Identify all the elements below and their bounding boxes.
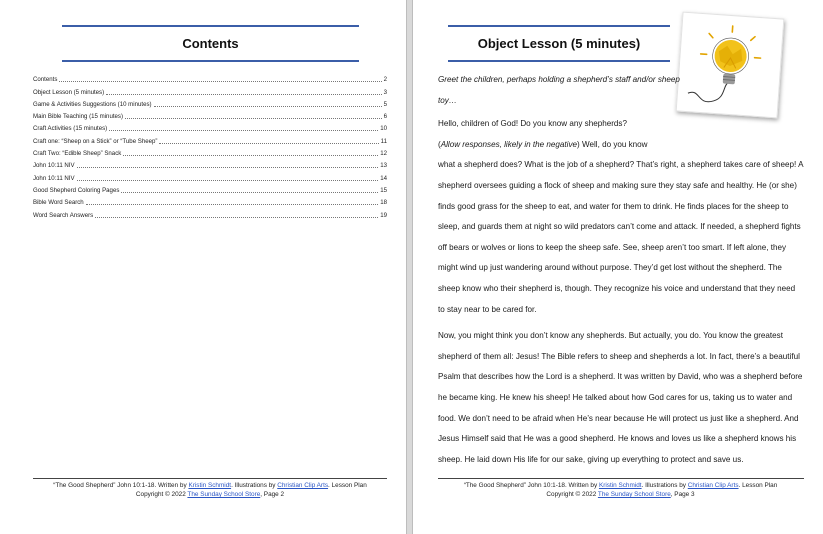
page-left	[0, 0, 407, 534]
toc-leader-dots	[95, 216, 378, 218]
toc-leader-dots	[86, 203, 379, 205]
toc-leader-dots	[125, 117, 382, 119]
page-number: , Page 2	[260, 491, 285, 498]
toc-entry-label: Word Search Answers	[33, 211, 94, 219]
toc-entry-label: Craft one: “Sheep on a Stick” or “Tube Sheep”	[33, 137, 158, 145]
toc-entry[interactable]	[33, 109, 387, 121]
page-title: Object Lesson (5 minutes)	[477, 36, 641, 51]
footer-text: . Illustrations by	[231, 482, 278, 489]
toc-leader-dots	[154, 105, 382, 107]
toc-entry-page: 5	[383, 100, 387, 108]
toc-entry-label: Craft Two: “Edible Sheep” Snack	[33, 150, 122, 158]
toc-entry[interactable]	[33, 158, 387, 170]
toc-entry-page: 10	[380, 125, 387, 133]
footer-text: . Lesson Plan	[738, 482, 778, 489]
toc-leader-dots	[109, 129, 378, 131]
toc-entry-page: 13	[380, 162, 387, 170]
toc-entry-page: 3	[383, 88, 387, 96]
toc-leader-dots	[77, 179, 379, 181]
toc-entry[interactable]	[33, 133, 387, 145]
page-title: Contents	[182, 36, 239, 51]
footer	[428, 481, 813, 499]
toc-entry-label: Main Bible Teaching (15 minutes)	[33, 113, 123, 121]
copyright-text: Copyright © 2022	[546, 491, 598, 498]
intro-instruction: Greet the children, perhaps holding a shepherd’s staff and/or sheep toy…	[438, 75, 680, 105]
toc-entry-page: 12	[380, 150, 387, 158]
author-link[interactable]: Kristin Schmidt	[188, 482, 232, 489]
footer	[20, 481, 400, 499]
toc-entry-label: Contents	[33, 76, 58, 84]
toc-entry[interactable]	[33, 72, 387, 84]
toc-leader-dots	[159, 142, 378, 144]
toc-entry-page: 14	[380, 174, 387, 182]
store-link[interactable]: The Sunday School Store	[597, 491, 671, 498]
toc-entry-page: 18	[380, 199, 387, 207]
footer-rule	[438, 478, 804, 479]
store-link[interactable]: The Sunday School Store	[187, 491, 261, 498]
toc-entry-page: 6	[383, 113, 387, 121]
toc-entry-page: 19	[380, 211, 387, 219]
toc-leader-dots	[77, 166, 379, 168]
toc-entry-label: John 10:11 NIV	[33, 174, 75, 182]
toc-entry-page: 2	[383, 76, 387, 84]
paragraph-text: Well, do you know	[579, 139, 648, 149]
toc-entry-page: 15	[380, 186, 387, 194]
toc-entry-label: Game & Activities Suggestions (10 minutes)	[33, 100, 152, 108]
copyright-text: Copyright © 2022	[135, 491, 188, 498]
toc-entry[interactable]	[33, 97, 387, 109]
toc-entry-page: 11	[380, 137, 387, 145]
toc-entry[interactable]	[33, 84, 387, 96]
footer-rule	[33, 478, 387, 479]
page-right	[412, 0, 823, 534]
toc-entry[interactable]	[33, 195, 387, 207]
toc-entry-label: Object Lesson (5 minutes)	[33, 88, 105, 96]
toc-entry-label: Good Shepherd Coloring Pages	[33, 186, 120, 194]
toc-entry[interactable]	[33, 183, 387, 195]
toc-leader-dots	[123, 154, 378, 156]
illustrator-link[interactable]: Christian Clip Arts	[277, 482, 329, 489]
paragraph-text: what a shepherd does? What is the job of a shepherd? That’s right, a shepherd takes care of sheep! A shepherd oversees guiding a flock of sheep and making sure they stay safe and healthy. He (or she) finds good grass for the sheep to eat, and water for them to drink. He finds places for the sheep to sleep, and guards them at night so wild predators can’t come and attack. If needed, a shepherd fights off bears or wolves or lions to keep the sheep safe. See, sheep aren’t too smart. If left alone, they might wind up just wandering around without purpose. They’d get lost without the shepherd. The sheep know who their shepherd is, though. They recognize his voice and understand that they need to stay near to be cared for.	[438, 160, 804, 314]
toc-entry[interactable]	[33, 170, 387, 182]
page-number: , Page 3	[670, 491, 695, 498]
toc-entry-label: Craft Activities (15 minutes)	[33, 125, 108, 133]
toc-entry[interactable]	[33, 207, 387, 219]
footer-text: . Illustrations by	[641, 482, 688, 489]
stage-direction: Allow responses, likely in the negative	[440, 139, 578, 149]
paragraph-2: Now, you might think you don’t know any shepherds. But actually, you do. You know the greatest shepherd of them all: Jesus! The Bible refers to sheep and shepherds a lot. In fact, there’s a beautiful Psalm that describes how the Lord is a shepherd. It was written by David, who was a shepherd before he became king. He knew his sheep! He talked about how God cares for us, taking us to water and food. We don’t need to be afraid when He’s near because He will protect us just like a shepherd. And Jesus Himself said that He was a good shepherd. He knows and loves us like a shepherd knows his sheep. He laid down His life for our sake, giving up everything to protect and save us.	[438, 331, 803, 464]
title-rule-bottom	[62, 60, 359, 62]
title-rule-top	[62, 25, 359, 27]
paragraph-text: Hello, children of God! Do you know any shepherds?	[438, 119, 627, 129]
toc-leader-dots	[59, 80, 381, 82]
title-rule-top	[448, 25, 670, 27]
footer-text: . Lesson Plan	[328, 482, 367, 489]
toc-entry-label: Bible Word Search	[33, 199, 84, 207]
footer-text: “The Good Shepherd” John 10:1-18. Written by	[463, 482, 599, 489]
toc-entry[interactable]	[33, 121, 387, 133]
footer-text: “The Good Shepherd” John 10:1-18. Written by	[53, 482, 189, 489]
title-rule-bottom	[448, 60, 670, 62]
lesson-body: Greet the children, perhaps holding a shepherd’s staff and/or sheep toy… Hello, children of God! Do you know any shepherds? (Allow responses, likely in the negative) Well, do you know what a shepherd does? What is the job of a shepherd? That’s right, a shepherd takes care of sheep! A shepherd oversees guiding a flock of sheep and making sure they stay safe and healthy. He (or she) finds good grass for the sheep to eat, and water for them to drink. He finds places for the sheep to sleep, and guards them at night so wild predators can’t come and attack. If needed, a shepherd fights off bears or wolves or lions to keep the sheep safe. See, sheep aren’t too smart. If left alone, they might wind up just wandering around without purpose. They’d get lost without the shepherd. The sheep know who their shepherd is, though. They recognize his voice and understand that they need to stay near to be cared for. Now, you might think you don’t know any shepherds. But actually, you do. You know the greatest shepherd of them all: Jesus! The Bible refers to sheep and shepherds a lot. In fact, there’s a beautiful Psalm that describes how the Lord is a shepherd. It was written by David, who was a shepherd before he became king. He knew his sheep! He talked about how God cares for us, taking us to water and food. We don’t need to be afraid when He’s near because He will protect us just like a shepherd. And Jesus Himself said that He was a good shepherd. He knows and loves us like a shepherd knows his sheep. He laid down His life for our sake, giving up everything to protect and save us.	[438, 70, 804, 470]
toc-entry-label: John 10:11 NIV	[33, 162, 75, 170]
table-of-contents	[33, 72, 387, 220]
toc-leader-dots	[106, 93, 381, 95]
toc-leader-dots	[121, 191, 378, 193]
illustrator-link[interactable]: Christian Clip Arts	[687, 482, 739, 489]
author-link[interactable]: Kristin Schmidt	[598, 482, 642, 489]
toc-entry[interactable]	[33, 146, 387, 158]
